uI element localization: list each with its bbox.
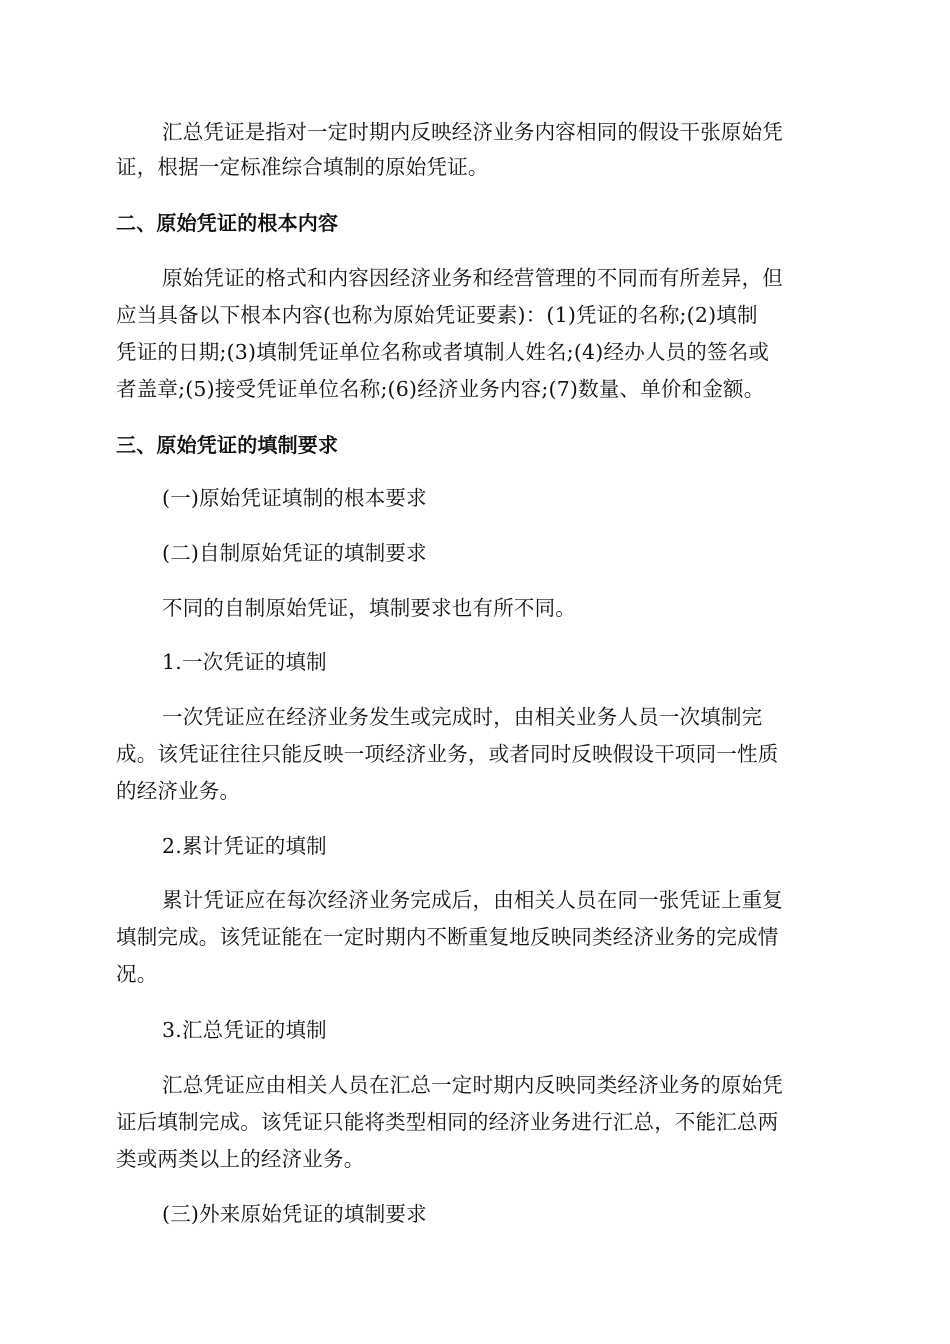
paragraph-line: 填制完成。该凭证能在一定时期内不断重复地反映同类经济业务的完成情: [116, 925, 779, 949]
paragraph-line: 类或两类以上的经济业务。: [116, 1147, 365, 1171]
paragraph-line: 凭证的日期;(3)填制凭证单位名称或者填制人姓名;(4)经办人员的签名或: [116, 340, 770, 364]
paragraph-line: 原始凭证的格式和内容因经济业务和经营管理的不同而有所差异，但: [162, 266, 783, 290]
subheading: (二)自制原始凭证的填制要求: [162, 541, 427, 565]
section-heading: 二、原始凭证的根本内容: [116, 211, 339, 235]
paragraph-line: 汇总凭证应由相关人员在汇总一定时期内反映同类经济业务的原始凭: [162, 1073, 783, 1097]
paragraph-line: 的经济业务。: [116, 779, 241, 803]
section-heading: 三、原始凭证的填制要求: [116, 433, 339, 457]
paragraph-line: 不同的自制原始凭证，填制要求也有所不同。: [162, 596, 576, 620]
paragraph-line: 成。该凭证往往只能反映一项经济业务，或者同时反映假设干项同一性质: [116, 742, 779, 766]
paragraph-line: 者盖章;(5)接受凭证单位名称;(6)经济业务内容;(7)数量、单价和金额。: [116, 377, 765, 401]
item-title: 3.汇总凭证的填制: [162, 1018, 327, 1042]
paragraph-line: 证，根据一定标准综合填制的原始凭证。: [116, 155, 489, 179]
paragraph-line: 累计凭证应在每次经济业务完成后，由相关人员在同一张凭证上重复: [162, 888, 783, 912]
paragraph-line: 证后填制完成。该凭证只能将类型相同的经济业务进行汇总，不能汇总两: [116, 1110, 779, 1134]
paragraph-line: 况。: [116, 962, 158, 986]
item-title: 1.一次凭证的填制: [162, 650, 327, 674]
paragraph-line: 应当具备以下根本内容(也称为原始凭证要素)：(1)凭证的名称;(2)填制: [116, 303, 758, 327]
item-title: 2.累计凭证的填制: [162, 834, 327, 858]
subheading: (三)外来原始凭证的填制要求: [162, 1202, 427, 1226]
subheading: (一)原始凭证填制的根本要求: [162, 486, 427, 510]
paragraph-line: 一次凭证应在经济业务发生或完成时，由相关业务人员一次填制完: [162, 705, 763, 729]
paragraph-line: 汇总凭证是指对一定时期内反映经济业务内容相同的假设干张原始凭: [162, 120, 783, 144]
